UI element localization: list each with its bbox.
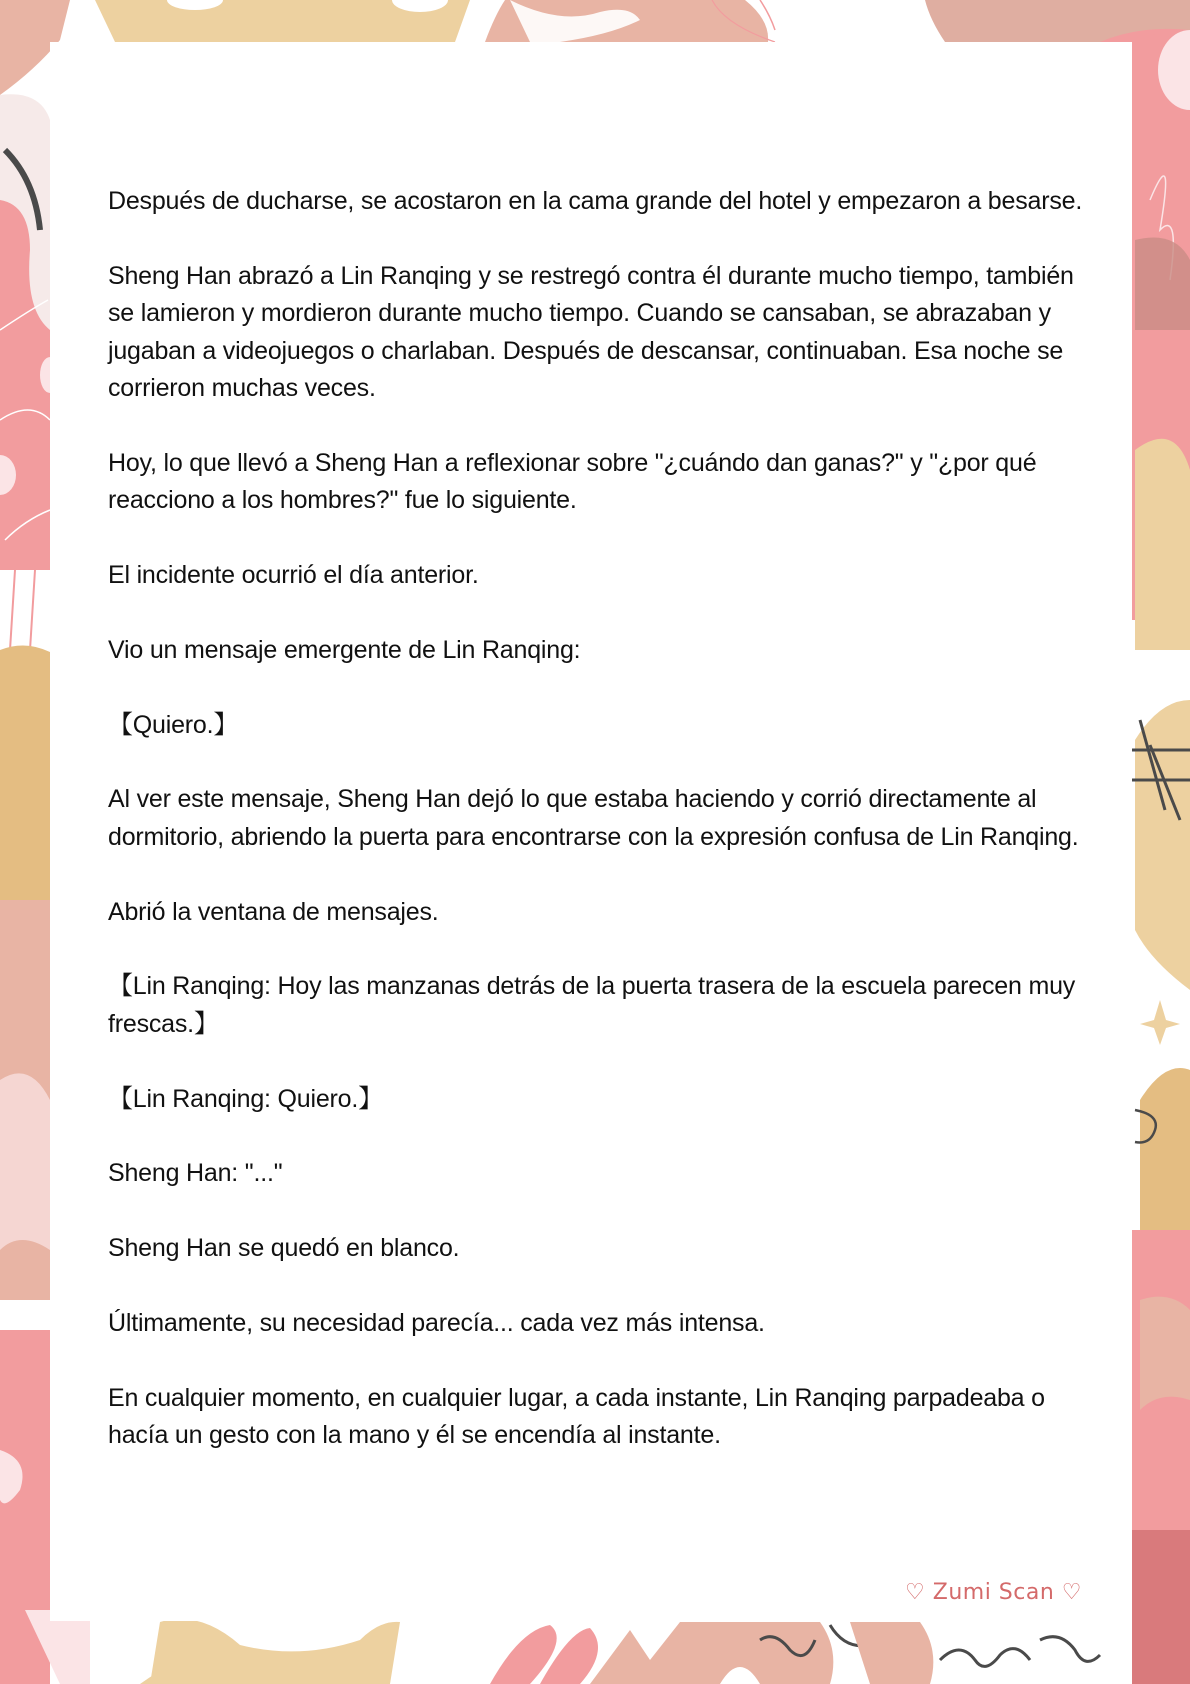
paragraph: Sheng Han abrazó a Lin Ranqing y se restregó contra él durante mucho tiempo, también se lamieron y mordieron durante mucho tiempo. Cuando se cansaban, se abrazaban y jugaban a videojuegos o charlaban. Después de descansar, continuaban. Esa noche se corrieron muchas veces.: [108, 261, 1074, 403]
watermark: ♡ Zumi Scan ♡: [905, 1580, 1082, 1605]
message-quote: 【Quiero.】: [108, 710, 239, 739]
message-quote: 【Lin Ranqing: Hoy las manzanas detrás de la puerta trasera de la escuela parecen muy frescas.】: [108, 972, 1076, 1038]
paragraph: Después de ducharse, se acostaron en la cama grande del hotel y empezaron a besarse.: [108, 187, 1083, 215]
paragraph: Hoy, lo que llevó a Sheng Han a reflexionar sobre "¿cuándo dan ganas?" y "¿por qué reacciono a los hombres?" fue lo siguiente.: [108, 448, 1037, 515]
document-body: [108, 183, 1088, 1492]
paragraph: Al ver este mensaje, Sheng Han dejó lo que estaba haciendo y corrió directamente al dormitorio, abriendo la puerta para encontrarse con la expresión confusa de Lin Ranqing.: [108, 785, 1079, 851]
paragraph: El incidente ocurrió el día anterior.: [108, 561, 479, 590]
paragraph: Abrió la ventana de mensajes.: [108, 897, 439, 926]
paragraph: Últimamente, su necesidad parecía... cada vez más intensa.: [108, 1309, 765, 1337]
paragraph: Vio un mensaje emergente de Lin Ranqing:: [108, 635, 581, 664]
paragraph: En cualquier momento, en cualquier lugar, a cada instante, Lin Ranqing parpadeaba o hacía un gesto con la mano y él se encendía al instante.: [108, 1383, 1045, 1450]
message-quote: 【Lin Ranqing: Quiero.】: [108, 1084, 383, 1113]
paragraph: Sheng Han: "...": [108, 1159, 283, 1188]
paragraph: Sheng Han se quedó en blanco.: [108, 1234, 460, 1263]
